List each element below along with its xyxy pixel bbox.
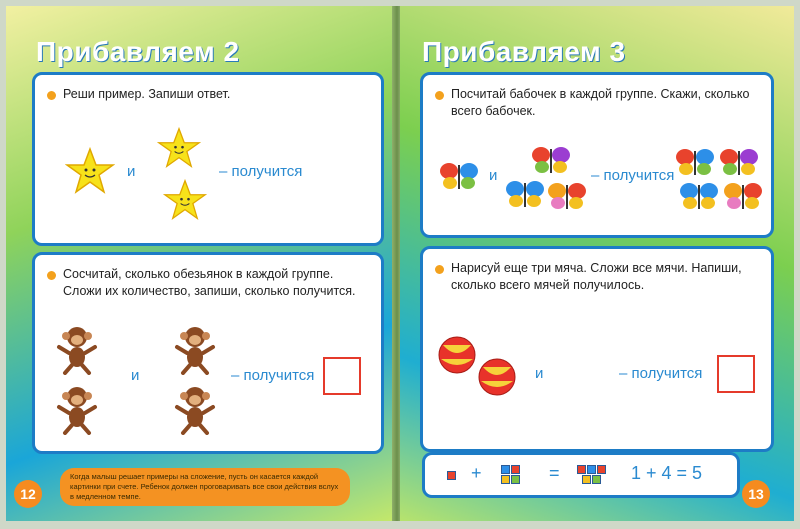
task-instruction: Сосчитай, сколько обезьянок в каждой группе. Сложи их количество, запиши, сколько получится. bbox=[63, 267, 356, 298]
parent-note: Когда малыш решает примеры на сложение, пусть он касается каждой картинки при счете. Ребенок должен проговаривать все свои действия вслух в медленном темпе. bbox=[60, 468, 350, 506]
star-icon bbox=[157, 127, 201, 169]
butterfly-icon bbox=[675, 147, 715, 177]
task-panel-monkeys bbox=[32, 252, 384, 454]
cube-icon bbox=[582, 475, 591, 484]
task-instruction: Нарисуй еще три мяча. Сложи все мячи. Напиши, сколько всего мячей получилось. bbox=[451, 261, 742, 292]
monkey-icon bbox=[55, 325, 99, 375]
cube-icon bbox=[501, 475, 510, 484]
and-word: и bbox=[131, 367, 140, 384]
bullet-icon bbox=[435, 265, 444, 274]
bullet-icon bbox=[435, 91, 444, 100]
page-title: Прибавляем 3 bbox=[422, 36, 626, 67]
cube-icon bbox=[501, 465, 510, 474]
task-instruction: Реши пример. Запиши ответ. bbox=[63, 87, 231, 101]
cube-icon bbox=[511, 475, 520, 484]
plus-sign: + bbox=[471, 463, 482, 483]
task-panel-balls bbox=[420, 246, 774, 452]
page-title: Прибавляем 2 bbox=[36, 36, 240, 67]
result-word: – получится bbox=[591, 167, 675, 184]
result-word: – получится bbox=[231, 367, 315, 384]
monkey-icon bbox=[55, 385, 99, 435]
task-panel-stars bbox=[32, 72, 384, 246]
butterfly-icon bbox=[719, 147, 759, 177]
ball-icon bbox=[437, 335, 477, 375]
star-icon bbox=[163, 179, 207, 221]
butterfly-icon bbox=[439, 161, 479, 191]
cube-icon bbox=[597, 465, 606, 474]
right-page bbox=[400, 6, 794, 521]
cube-icon bbox=[587, 465, 596, 474]
and-word: и bbox=[535, 365, 544, 382]
butterfly-icon bbox=[723, 181, 763, 211]
answer-box[interactable] bbox=[323, 357, 361, 395]
result-word: – получится bbox=[219, 163, 303, 180]
butterfly-icon bbox=[679, 181, 719, 211]
cube-icon bbox=[447, 471, 456, 480]
cube-icon bbox=[577, 465, 586, 474]
task-panel-butterflies bbox=[420, 72, 774, 238]
star-icon bbox=[65, 147, 115, 195]
butterfly-icon bbox=[547, 181, 587, 211]
monkey-icon bbox=[173, 385, 217, 435]
equation-bar bbox=[422, 452, 740, 498]
page-number: 12 bbox=[14, 480, 42, 508]
cube-icon bbox=[592, 475, 601, 484]
bullet-icon bbox=[47, 271, 56, 280]
butterfly-icon bbox=[531, 145, 571, 175]
butterfly-icon bbox=[505, 179, 545, 209]
monkey-icon bbox=[173, 325, 217, 375]
ball-icon bbox=[477, 357, 517, 397]
cube-icon bbox=[511, 465, 520, 474]
page-number: 13 bbox=[742, 480, 770, 508]
bullet-icon bbox=[47, 91, 56, 100]
left-page bbox=[6, 6, 394, 521]
result-word: – получится bbox=[619, 365, 703, 382]
and-word: и bbox=[489, 167, 498, 184]
task-instruction: Посчитай бабочек в каждой группе. Скажи, сколько всего бабочек. bbox=[451, 87, 750, 118]
answer-box[interactable] bbox=[717, 355, 755, 393]
equals-sign: = bbox=[549, 463, 560, 483]
and-word: и bbox=[127, 163, 136, 180]
equation-text: 1 + 4 = 5 bbox=[631, 463, 703, 483]
